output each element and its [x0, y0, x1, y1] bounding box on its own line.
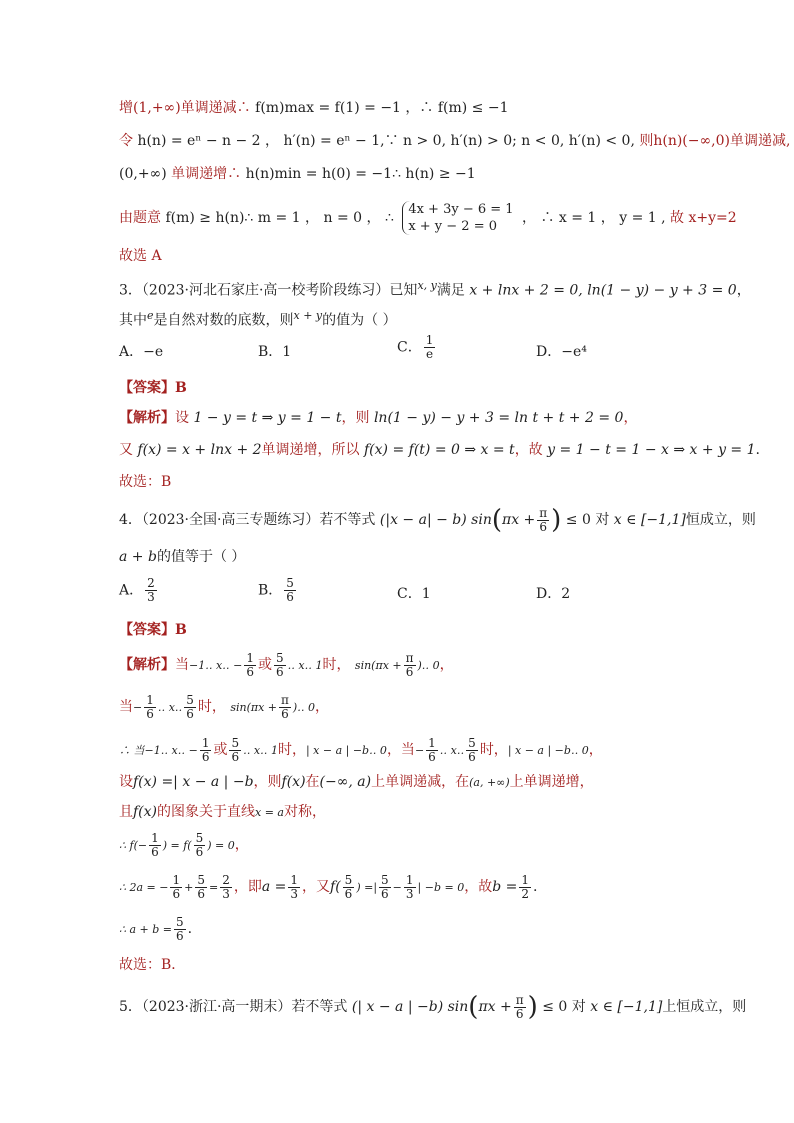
- denominator: 6: [381, 886, 389, 901]
- numerator: 1: [405, 872, 414, 887]
- numerator: 5: [344, 872, 353, 887]
- denominator: 3: [147, 590, 155, 604]
- fraction: [284, 577, 296, 604]
- text-red: 设: [175, 410, 189, 426]
- answer-3: 【答案】B: [119, 380, 187, 396]
- text-red: 对称，: [284, 804, 326, 820]
- numerator: 1: [425, 333, 434, 347]
- analysis-label: 【解析】: [119, 657, 175, 673]
- numerator: 1: [146, 692, 154, 707]
- text-red: 且: [119, 804, 133, 820]
- solution-line-1: [119, 98, 509, 118]
- math-expr: ln(1 − y) − y + 3 = ln t + t + 2 = 0: [373, 410, 624, 426]
- numerator: 5: [176, 914, 184, 929]
- denominator: 6: [286, 590, 294, 604]
- numerator: π: [281, 692, 289, 707]
- numerator: π: [515, 992, 524, 1007]
- math-expr: (−∞, a): [319, 774, 372, 790]
- fraction: [404, 874, 416, 901]
- text-red: 当: [119, 699, 133, 715]
- question-text: 4．（2023·全国·高三专题练习）若不等式: [119, 512, 376, 528]
- math-expr: ， ∴ x = 1 ， y = 1 ,: [522, 210, 666, 226]
- analysis-4-line-7: [119, 872, 537, 903]
- final-choice-3: 故选：B: [119, 474, 172, 490]
- fraction: [200, 737, 212, 764]
- fraction: [194, 832, 206, 859]
- text-red: ，则: [253, 774, 282, 790]
- denominator: 6: [186, 706, 194, 721]
- analysis-4-line-4: [119, 772, 594, 793]
- math-vars: x, y: [417, 279, 437, 292]
- numerator: 1: [521, 872, 529, 887]
- fraction: [404, 652, 416, 679]
- fraction: [519, 874, 531, 901]
- math-expr: x ∈ [−1,1]: [613, 512, 686, 528]
- math-expr: −: [414, 744, 425, 757]
- text-red: ，即: [233, 879, 262, 895]
- denominator: 6: [195, 844, 204, 859]
- final-choice-4: 故选：B．: [119, 957, 186, 973]
- text-red: 单调递增∴: [171, 166, 242, 182]
- option-c: [397, 334, 437, 361]
- question-text: 其中: [119, 312, 147, 329]
- denominator: 6: [428, 749, 436, 764]
- question-text: 的值等于（ ）: [156, 549, 246, 565]
- question-text: 的值为（ ）: [322, 312, 397, 329]
- option-label: C．: [397, 339, 422, 356]
- math-expr: (a, +∞): [469, 776, 510, 789]
- question-4-line-2: [119, 547, 245, 567]
- fraction: [343, 874, 355, 901]
- punct: .: [755, 442, 760, 458]
- numerator: 5: [197, 872, 205, 887]
- math-expr: +: [184, 881, 194, 894]
- text-red: 令: [119, 133, 133, 149]
- fraction: [514, 994, 526, 1021]
- denominator: 6: [176, 928, 184, 943]
- text-red: 又: [119, 442, 133, 458]
- text-red: 或: [213, 742, 228, 758]
- numerator: 5: [286, 576, 294, 590]
- text-red: 上单调递增，: [509, 774, 594, 790]
- math-expr: sin(πx +: [354, 659, 402, 672]
- math-expr: f(x) = f(t) = 0 ⇒ x = t: [364, 442, 515, 458]
- answer-4: 【答案】B: [119, 622, 187, 638]
- solution-line-3: [119, 164, 476, 184]
- denominator: 6: [231, 749, 240, 764]
- fraction: [274, 652, 286, 679]
- denominator: 2: [521, 886, 529, 901]
- denominator: 6: [172, 886, 181, 901]
- math-expr: )‥ 0: [292, 701, 316, 714]
- math-expr: (|x − a| − b) sin: [379, 512, 492, 528]
- math-expr: | x − a | −b‥ 0: [305, 744, 387, 757]
- question-text: 5．（2023·浙江·高一期末）若不等式: [119, 999, 348, 1015]
- math-expr: a + b: [119, 549, 157, 565]
- math-expr: a =: [261, 879, 287, 895]
- analysis-4-line-1: [119, 650, 454, 681]
- denominator: 6: [468, 749, 476, 764]
- analysis-4-line-2: [119, 692, 329, 723]
- option-d: D．2: [536, 586, 571, 602]
- punct: .: [187, 921, 193, 937]
- fraction: [184, 694, 196, 721]
- final-choice-a: 故选 A: [119, 248, 162, 264]
- math-expr: ‥ x‥ 1: [287, 659, 323, 672]
- fraction: [426, 737, 438, 764]
- option-b: [258, 577, 298, 604]
- fraction: [466, 737, 478, 764]
- text-red: 单调递增，所以: [261, 442, 360, 458]
- math-expr: x = a: [255, 806, 284, 819]
- text-red: ，故: [464, 879, 493, 895]
- denominator: 6: [405, 664, 414, 679]
- numerator: 1: [428, 735, 436, 750]
- text-red: ，: [623, 410, 638, 426]
- denominator: 6: [275, 664, 284, 679]
- denominator: 3: [405, 886, 414, 901]
- math-expr: ‥ x‥ 1: [243, 744, 278, 757]
- math-expr: x + lnx + 2 = 0, ln(1 − y) − y + 3 = 0: [469, 282, 737, 299]
- text-red: ，: [234, 837, 249, 853]
- text-red: 时，: [277, 742, 306, 758]
- math-expr: ∴ 当: [119, 744, 145, 757]
- math-expr: f(x) = x + lnx + 2: [137, 442, 262, 458]
- option-a: A．−e: [119, 344, 164, 360]
- option-a: [119, 577, 159, 604]
- math-expr: b =: [492, 879, 518, 895]
- math-expr: h(n)min = h(0) = −1∴ h(n) ≥ −1: [245, 166, 476, 182]
- denominator: 6: [146, 706, 154, 721]
- text-red: 当: [175, 657, 189, 673]
- math-expr: | −b = 0: [417, 881, 465, 894]
- denominator: 6: [246, 664, 254, 679]
- numerator: 5: [468, 735, 476, 750]
- math-expr: f(m) ≥ h(n)∴ m = 1 ， n = 0 ， ∴: [165, 210, 394, 226]
- fraction: [279, 694, 291, 721]
- math-expr: ‥ x‥: [439, 744, 465, 757]
- option-c: C．1: [397, 586, 431, 602]
- denominator: 6: [515, 1006, 524, 1021]
- text-red: ，: [315, 699, 330, 715]
- denominator: 6: [201, 749, 210, 764]
- fraction: [424, 334, 436, 361]
- fraction: [149, 832, 161, 859]
- numerator: 5: [231, 735, 240, 750]
- fraction: [170, 874, 182, 901]
- text-red: 时，: [197, 699, 226, 715]
- text-red: 则h(n)(−∞,0)单调递减,: [639, 133, 791, 149]
- math-expr: ≤ 0: [565, 512, 591, 528]
- analysis-4-line-8: [119, 914, 192, 945]
- math-expr: ≤ 0: [542, 999, 568, 1015]
- paren: ): [551, 505, 562, 535]
- system-eq-2: x + y − 2 = 0: [408, 219, 498, 234]
- analysis-4-line-6: [119, 830, 249, 861]
- math-expr: (| x − a | −b) sin: [351, 999, 469, 1015]
- math-expr: −1‥ x‥ −: [189, 659, 243, 672]
- fraction: [195, 874, 207, 901]
- analysis-label: 【解析】: [119, 410, 175, 426]
- analysis-4-line-5: [119, 802, 326, 823]
- option-b: B．1: [258, 344, 292, 360]
- fraction: [379, 874, 391, 901]
- text-red: ，: [439, 657, 454, 673]
- numerator: 5: [275, 650, 284, 665]
- analysis-4-line-3: [119, 735, 603, 766]
- question-3-line-2: [119, 306, 397, 331]
- equation-system: [402, 201, 513, 235]
- text-red: 的图象关于直线: [157, 804, 256, 820]
- denominator: 3: [290, 886, 299, 901]
- math-var: e: [147, 309, 154, 322]
- numerator: 1: [151, 830, 159, 845]
- math-expr: x ∈ [−1,1]: [590, 999, 663, 1015]
- text-red: 设: [119, 774, 133, 790]
- denominator: 6: [197, 886, 205, 901]
- fraction: [145, 577, 157, 604]
- numerator: 5: [381, 872, 389, 887]
- math-expr: ∴ a + b =: [119, 923, 173, 936]
- analysis-3-line-1: [119, 408, 637, 428]
- paren: (: [468, 992, 479, 1022]
- paren: ): [527, 992, 538, 1022]
- math-expr: x + y: [293, 309, 323, 322]
- text-red: 或: [257, 657, 272, 673]
- denominator: 6: [281, 706, 289, 721]
- numerator: 1: [201, 735, 210, 750]
- solution-line-4: [119, 198, 737, 238]
- math-expr: ‥ x‥: [157, 701, 183, 714]
- question-5-line-1: [119, 993, 746, 1021]
- fraction: [144, 694, 156, 721]
- numerator: 5: [195, 830, 204, 845]
- math-expr: −: [392, 881, 402, 894]
- math-expr: 1 − y = t ⇒ y = 1 − t: [193, 410, 342, 426]
- fraction: [229, 737, 241, 764]
- question-text: 3．（2023·河北石家庄·高一校考阶段练习）已知: [119, 282, 418, 299]
- denominator: e: [425, 347, 434, 361]
- text-red: ，则: [341, 410, 370, 426]
- denominator: 3: [222, 886, 230, 901]
- question-text: 满足: [436, 282, 465, 299]
- numerator: 2: [147, 576, 155, 590]
- numerator: 1: [290, 872, 299, 887]
- math-expr: =: [208, 881, 219, 894]
- text-red: 在: [305, 774, 320, 790]
- math-expr: f(x): [133, 804, 158, 820]
- fraction: [220, 874, 232, 901]
- math-expr: −: [133, 701, 143, 714]
- numerator: 2: [222, 872, 230, 887]
- option-label: B．: [258, 582, 283, 599]
- fraction: [288, 874, 300, 901]
- math-expr: ) = 0: [207, 839, 235, 852]
- denominator: 6: [539, 519, 548, 534]
- option-d: D．−e⁴: [536, 344, 587, 360]
- math-expr: πx +: [478, 999, 512, 1015]
- text-red: ，又: [302, 879, 331, 895]
- math-expr: (0,+∞): [119, 166, 167, 182]
- math-expr: f(x) =| x − a | −b: [133, 774, 254, 790]
- question-text: 是自然对数的底数，则: [153, 312, 294, 329]
- system-eq-1: 4x + 3y − 6 = 1: [408, 202, 514, 217]
- numerator: 1: [172, 872, 181, 887]
- math-expr: ∴ 2a = −: [119, 881, 169, 894]
- question-text: 恒成立，则: [685, 512, 756, 528]
- math-expr: −1‥ x‥ −: [144, 744, 198, 757]
- solution-line-2: [119, 131, 790, 151]
- option-label: A．: [119, 582, 144, 599]
- math-expr: πx +: [502, 512, 536, 528]
- text-red: 时，: [322, 657, 351, 673]
- math-expr: f(m)max = f(1) = −1 ，∴ f(m) ≤ −1: [255, 100, 509, 116]
- text-red: 由题意: [119, 210, 161, 226]
- fraction: [537, 507, 549, 534]
- text-red: 故 x+y=2: [670, 210, 737, 226]
- numerator: 1: [246, 650, 254, 665]
- math-expr: | x − a | −b‥ 0: [507, 744, 589, 757]
- math-expr: f(: [330, 879, 341, 895]
- math-expr: h(n) = eⁿ − n − 2 ， h′(n) = eⁿ − 1,∵ n > 0, h′(n) > 0; n < 0, h′(n) < 0,: [137, 133, 635, 149]
- question-text: 上恒成立，则: [662, 999, 747, 1015]
- text-red: ，故: [514, 442, 543, 458]
- math-expr: sin(πx +: [230, 701, 278, 714]
- question-3-line-1: 3．（2023·河北石家庄·高一校考阶段练习）已知$^{x, y}$满足 x + lnx + 2 = 0, ln(1 − y) − y + 3 = 0，: [119, 279, 751, 299]
- math-expr: y = 1 − t = 1 − x ⇒ x + y = 1: [547, 442, 756, 458]
- numerator: π: [539, 505, 548, 520]
- math-expr: ∴ f(−: [119, 839, 148, 852]
- math-expr: ) =|: [356, 881, 378, 894]
- fraction: [244, 652, 256, 679]
- text-red: 上单调递减，在: [371, 774, 470, 790]
- denominator: 6: [151, 844, 159, 859]
- text-red: 增(1,+∞)单调递减∴: [119, 100, 251, 116]
- numerator: 5: [186, 692, 194, 707]
- math-expr: f(x): [281, 774, 306, 790]
- denominator: 6: [344, 886, 353, 901]
- fraction: [174, 916, 186, 943]
- text-red: ，当: [386, 742, 415, 758]
- text-red: ，: [588, 742, 603, 758]
- analysis-3-line-2: [119, 440, 760, 460]
- math-expr: )‥ 0: [417, 659, 440, 672]
- paren: (: [491, 505, 502, 535]
- question-text: 对: [595, 512, 610, 528]
- punct: .: [533, 879, 538, 895]
- question-4-line-1: [119, 506, 756, 534]
- math-expr: ) = f(: [162, 839, 192, 852]
- numerator: π: [405, 650, 414, 665]
- text-red: 时，: [479, 742, 508, 758]
- question-text: 对: [571, 999, 586, 1015]
